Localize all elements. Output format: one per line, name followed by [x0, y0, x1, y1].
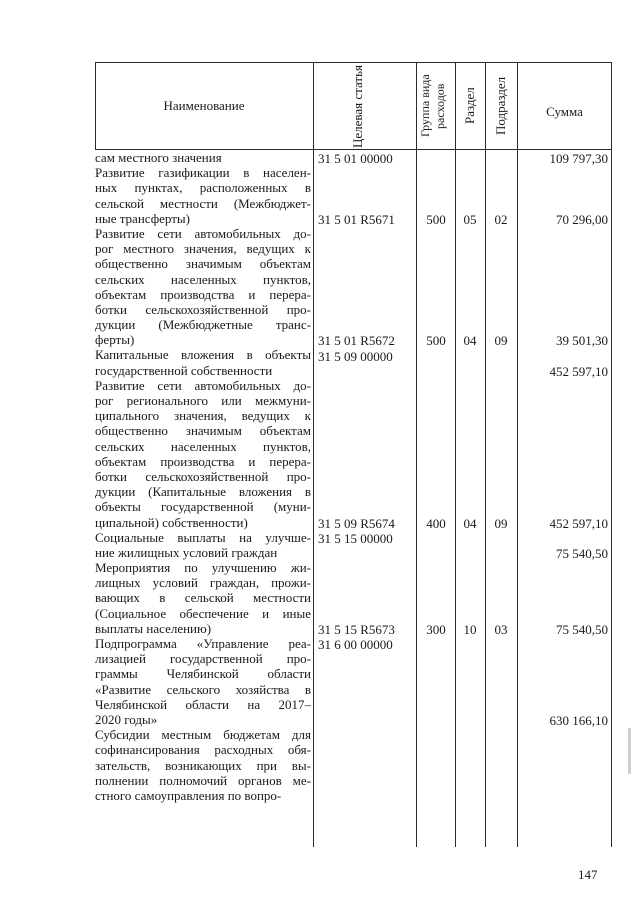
row-name-line: граммы Челябинской области [95, 666, 311, 682]
row-expense-group: 500 [426, 211, 446, 227]
row-amount: 630 166,10 [549, 713, 608, 729]
row-name-line: общественно значимым объектам [95, 256, 311, 272]
row-name-line: Развитие сети автомобильных до- [95, 377, 311, 393]
row-name-line: ботки сельскохозяйственной про- [95, 301, 311, 317]
row-amount: 70 296,00 [556, 211, 608, 227]
row-name-line: софинансирования расходных обя- [95, 742, 311, 758]
name-column [95, 150, 311, 803]
row-code: 31 5 15 00000 [318, 531, 393, 546]
row-name-line: объекты государственной (муни- [95, 499, 311, 515]
row-section: 05 [463, 211, 477, 227]
row-name-line: зательств, возникающих при вы- [95, 757, 311, 773]
row-name-line: рог местного значения, ведущих к [95, 241, 311, 257]
row-name-line: Развитие сети автомобильных до- [95, 225, 311, 241]
row-amount: 109 797,30 [549, 151, 608, 166]
header-section: Раздел [462, 87, 477, 125]
row-code: 31 6 00 00000 [318, 637, 393, 653]
row-name-line: дукции (Капитальные вложения в [95, 484, 311, 500]
row-name-line: ципальной) собственности) [95, 514, 248, 530]
row-section: 10 [463, 622, 477, 638]
row-code: 31 5 01 00000 [318, 151, 393, 166]
row-subsection: 09 [494, 333, 508, 349]
row-name-line: вающих в сельской местности [95, 590, 311, 606]
row-expense-group: 500 [426, 333, 446, 349]
row-name-line: объектам производства и перера- [95, 286, 311, 302]
row-name-line: Социальные выплаты на улучше- [95, 529, 311, 545]
row-code: 31 5 09 00000 [318, 348, 393, 364]
row-name-line: рог регионального или межмуни- [95, 393, 311, 408]
row-name-line: стного самоуправления по вопро- [95, 787, 282, 803]
row-subsection: 02 [494, 211, 508, 227]
row-name-line: сельских населенных пунктов, [95, 438, 311, 454]
row-subsection: 03 [494, 622, 508, 638]
row-name-line: Субсидии местным бюджетам для [95, 727, 311, 743]
row-name-line: 2020 годы» [95, 711, 158, 727]
row-code: 31 5 01 R5671 [318, 211, 395, 227]
row-name-line: Мероприятия по улучшению жи- [95, 560, 311, 576]
scan-artifact [628, 728, 631, 774]
header-amount: Сумма [546, 104, 583, 119]
col-divider-group [416, 62, 417, 847]
row-amount: 452 597,10 [549, 515, 608, 531]
col-divider-code [313, 62, 314, 847]
col-divider-section [455, 62, 456, 847]
row-name-line: Развитие газификации в населен- [95, 165, 311, 181]
row-name-line: Подпрограмма «Управление реа- [95, 636, 311, 651]
row-amount: 39 501,30 [556, 333, 608, 349]
col-divider-subsection [485, 62, 486, 847]
row-name-line: дукции (Межбюджетные транс- [95, 317, 311, 333]
row-name-line: сам местного значения [95, 150, 222, 165]
header-name: Наименование [163, 98, 245, 113]
row-name-line: полнении полномочий органов ме- [95, 772, 311, 788]
row-name-line: (Социальное обеспечение и иные [95, 605, 311, 621]
row-name-line: лищных условий граждан, прожи- [95, 575, 311, 591]
row-name-line: ные трансферты) [95, 210, 190, 226]
row-section: 04 [463, 333, 477, 349]
row-expense-group: 300 [426, 622, 446, 638]
row-name-line: «Развитие сельского хозяйства в [95, 681, 311, 697]
row-expense-group: 400 [426, 515, 446, 531]
row-name-line: сельских населенных пунктов, [95, 271, 311, 287]
row-name-line: государственной собственности [95, 362, 273, 378]
row-section: 04 [463, 515, 477, 531]
header-expense-group: Группа вида расходов [418, 74, 447, 138]
row-amount: 75 540,50 [556, 622, 608, 638]
row-name-line: общественно значимым объектам [95, 423, 311, 439]
row-name-line: ных пунктах, расположенных в [95, 180, 311, 196]
row-name-line: сельской местности (Межбюджет- [95, 195, 311, 211]
header-code: Целевая статья [350, 64, 365, 148]
row-amount: 75 540,50 [556, 546, 608, 562]
row-subsection: 09 [494, 515, 508, 531]
header-subsection: Подраздел [493, 76, 508, 136]
row-name-line: ферты) [95, 332, 135, 348]
row-name-line: Капитальные вложения в объекты [95, 347, 311, 363]
row-name-line: ботки сельскохозяйственной про- [95, 468, 311, 484]
table-top-border [95, 62, 612, 63]
row-name-line: Челябинской области на 2017– [95, 696, 311, 712]
row-name-line: ципального значения, ведущих к [95, 408, 311, 424]
table-right-border [611, 62, 612, 847]
row-amount: 452 597,10 [549, 363, 608, 379]
row-code: 31 5 15 R5673 [318, 622, 395, 638]
row-code: 31 5 09 R5674 [318, 515, 395, 531]
row-name-line: лизацией государственной про- [95, 651, 311, 667]
row-name-line: ние жилищных условий граждан [95, 544, 278, 560]
col-divider-amount [517, 62, 518, 847]
row-name-line: выплаты населению) [95, 620, 212, 636]
row-name-line: объектам производства и перера- [95, 453, 311, 469]
page-number: 147 [578, 867, 598, 882]
row-code: 31 5 01 R5672 [318, 333, 395, 349]
